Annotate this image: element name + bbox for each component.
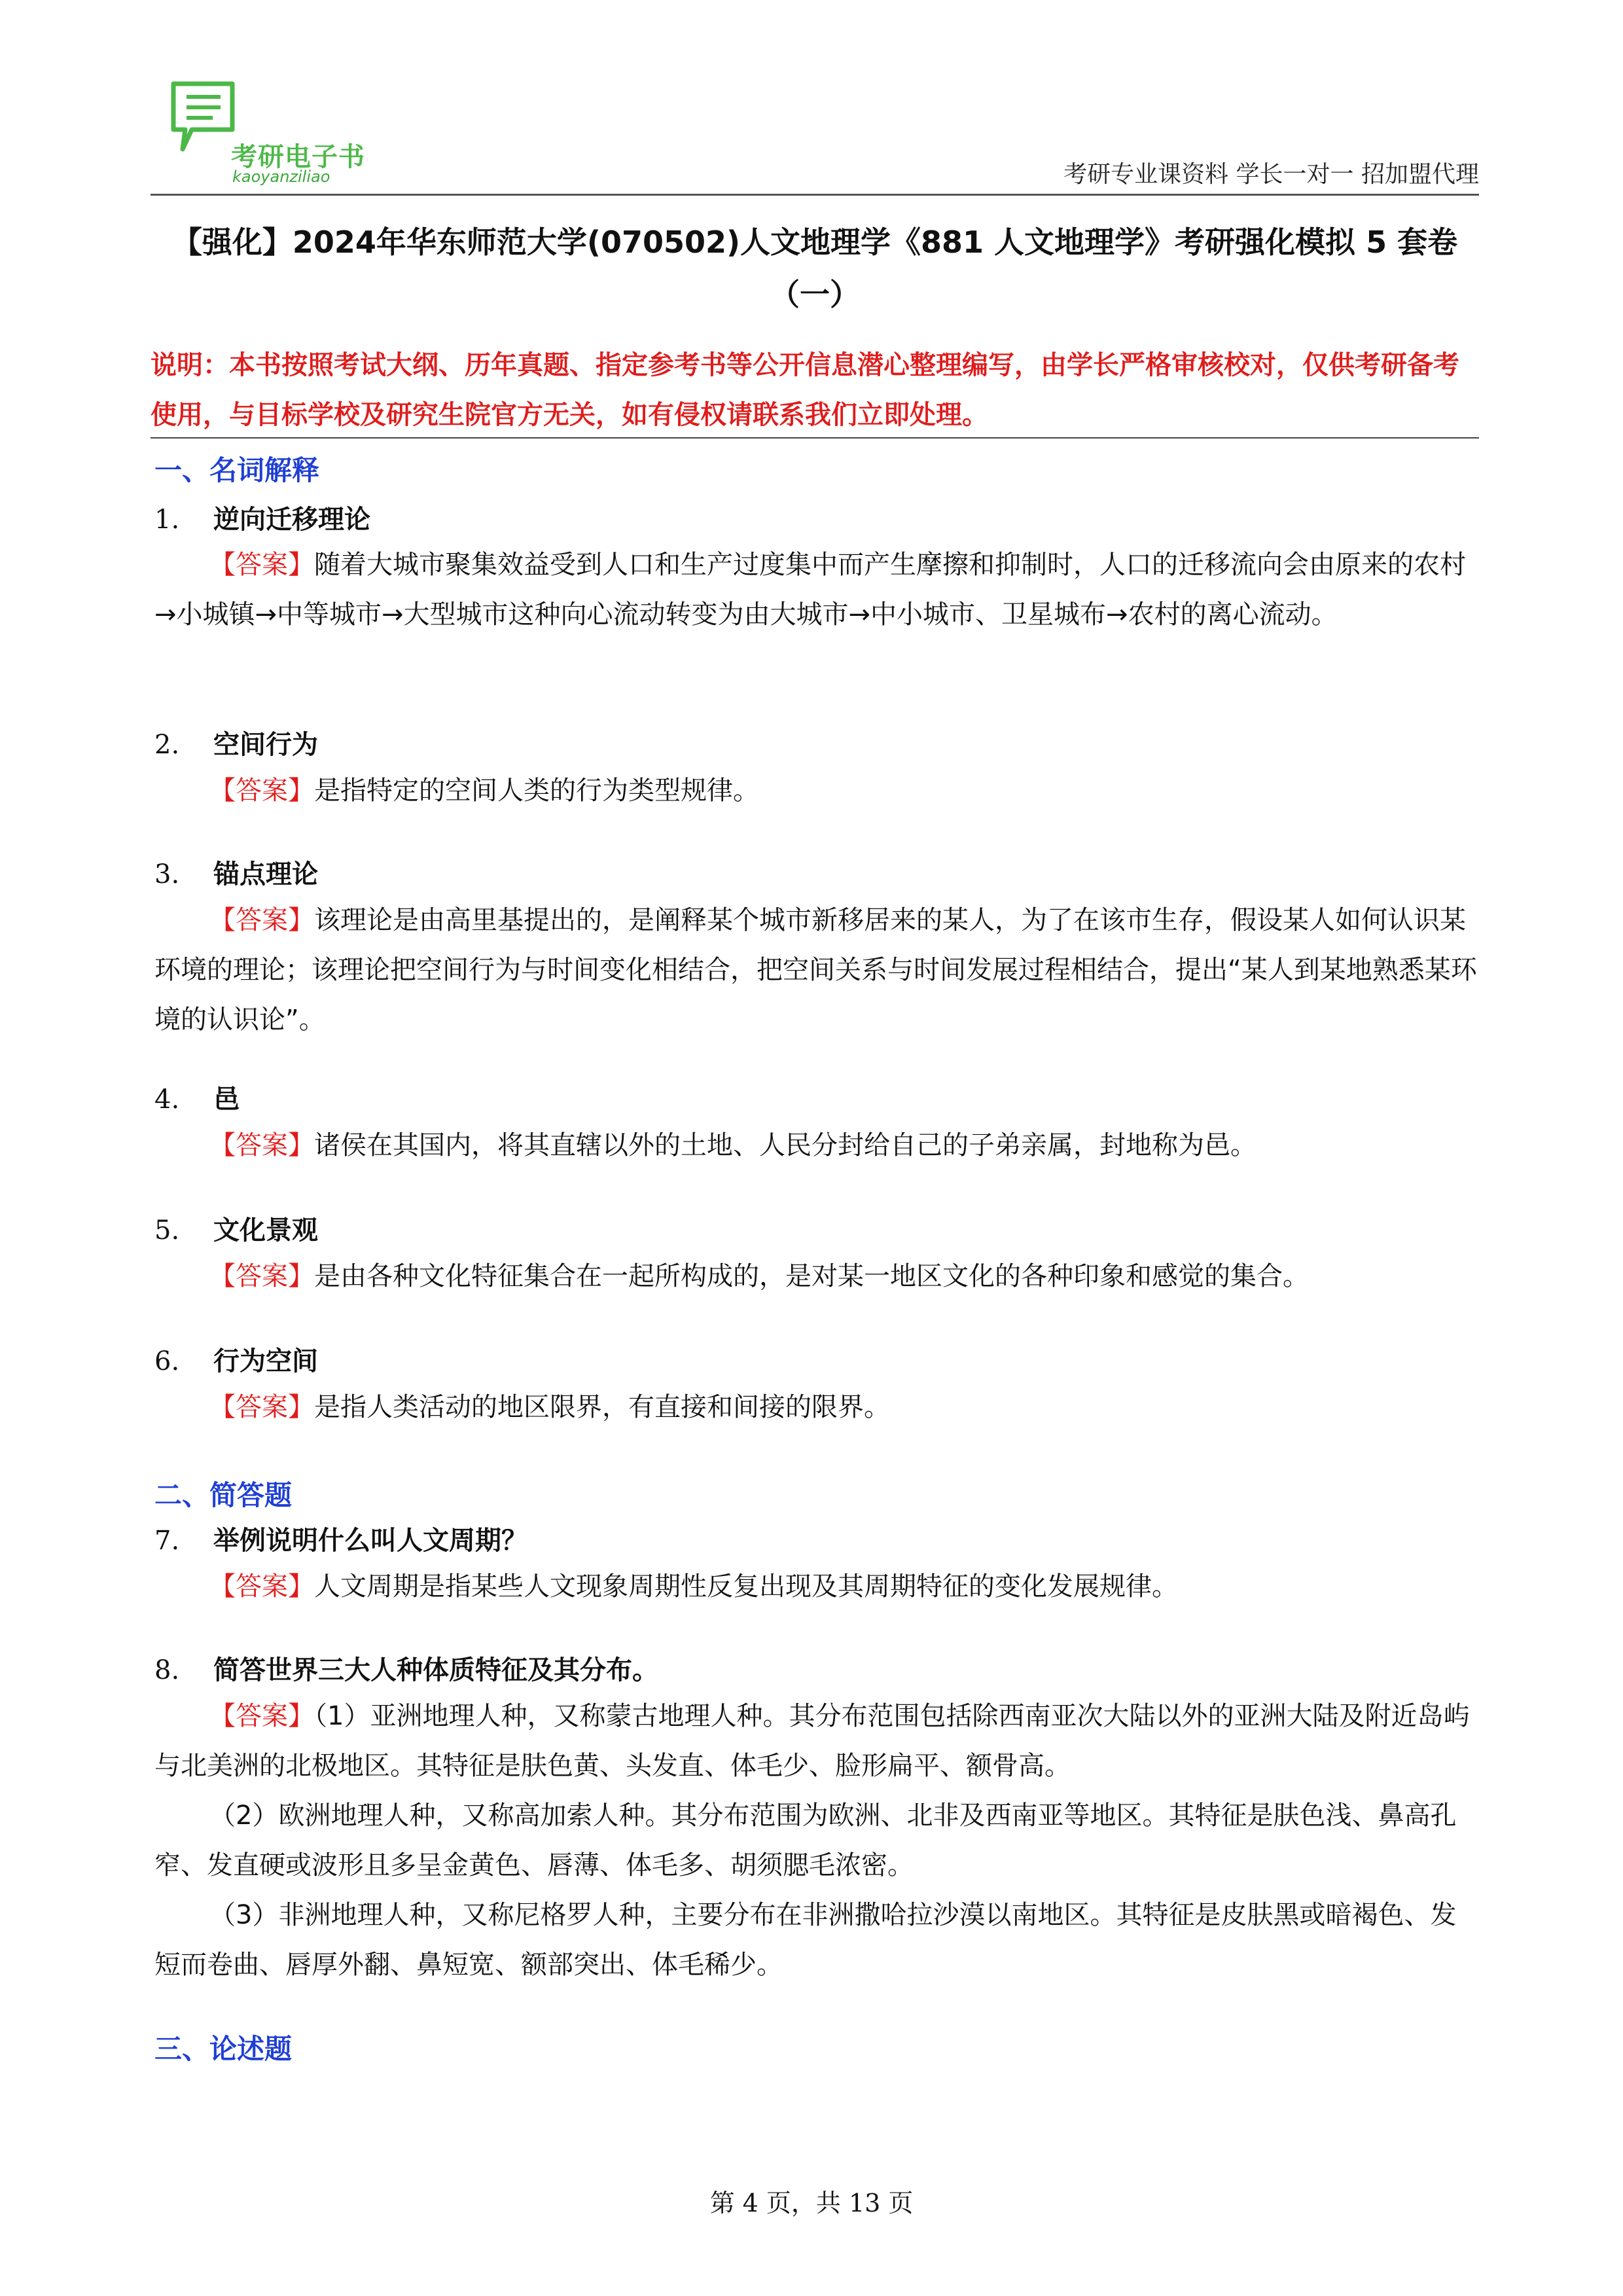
question-title: 行为空间	[213, 1346, 318, 1376]
answer-text: 该理论是由高里基提出的，是阐释某个城市新移居来的某人，为了在该市生存，假设某人如何认识某环境的理论；该理论把空间行为与时间变化相结合，把空间关系与时间发展过程相结合，提出“某人到某地熟悉某环境的认识论”。	[154, 905, 1477, 1035]
question-7	[154, 1520, 527, 1557]
answer-text: 是由各种文化特征集合在一起所构成的，是对某一地区文化的各种印象和感觉的集合。	[314, 1261, 1309, 1291]
answer-text: 是指人类活动的地区限界，有直接和间接的限界。	[314, 1392, 890, 1422]
section-heading-essay: 三、论述题	[154, 2033, 293, 2065]
document-title: 【强化】2024年华东师范大学(070502)人文地理学《881 人文地理学》考研强化模拟 5 套卷（一）	[171, 224, 1458, 312]
answer-2	[154, 766, 1479, 816]
page-footer: 第 4 页，共 13 页	[709, 2189, 914, 2217]
answer-tag: 【答案】	[209, 550, 314, 580]
notice-divider	[151, 437, 1479, 439]
question-number: 1.	[154, 505, 180, 535]
disclaimer-notice: 说明：本书按照考试大纲、历年真题、指定参考书等公开信息潜心整理编写，由学长严格审核校对，仅供考研备考使用，与目标学校及研究生院官方无关，如有侵权请联系我们立即处理。	[151, 350, 1459, 430]
answer-6	[154, 1382, 1479, 1432]
question-4	[154, 1079, 240, 1116]
question-8	[154, 1649, 658, 1687]
answer-text: 人文周期是指某些人文现象周期性反复出现及其周期特征的变化发展规律。	[314, 1571, 1178, 1602]
answer-tag: 【答案】	[209, 1571, 314, 1602]
answer-7	[154, 1562, 1479, 1611]
page-header	[151, 72, 1479, 196]
answer-tag: 【答案】	[209, 776, 314, 806]
question-number: 5.	[154, 1215, 180, 1246]
section-heading-terms: 一、名词解释	[154, 454, 320, 486]
answer-8-part-3: （3）非洲地理人种，又称尼格罗人种，主要分布在非洲撒哈拉沙漠以南地区。其特征是皮肤黑或暗褐色、发短而卷曲、唇厚外翻、鼻短宽、额部突出、体毛稀少。	[154, 1900, 1457, 1980]
answer-tag: 【答案】	[209, 1392, 314, 1422]
answer-text: 诸侯在其国内，将其直辖以外的土地、人民分封给自己的子弟亲属，封地称为邑。	[314, 1130, 1257, 1160]
answer-3	[154, 895, 1479, 1045]
header-tagline: 考研专业课资料 学长一对一 招加盟代理	[1063, 161, 1479, 188]
question-title: 文化景观	[213, 1215, 318, 1246]
logo-text: 考研电子书	[231, 142, 365, 172]
question-title: 邑	[213, 1085, 240, 1115]
question-number: 7.	[154, 1526, 180, 1556]
answer-text: 是指特定的空间人类的行为类型规律。	[314, 776, 759, 806]
answer-5	[154, 1251, 1479, 1301]
question-6	[154, 1340, 318, 1378]
question-number: 3.	[154, 859, 180, 889]
question-number: 2.	[154, 730, 180, 760]
question-title: 空间行为	[213, 730, 318, 760]
question-1	[154, 499, 370, 536]
header-divider	[151, 194, 1479, 196]
question-title: 逆向迁移理论	[213, 505, 370, 535]
section-heading-short-answer: 二、简答题	[154, 1479, 293, 1511]
question-title: 锚点理论	[213, 859, 318, 889]
answer-text: （1）亚洲地理人种，又称蒙古地理人种。其分布范围包括除西南亚次大陆以外的亚洲大陆及附近岛屿与北美洲的北极地区。其特征是肤色黄、头发直、体毛少、脸形扁平、额骨高。	[154, 1701, 1470, 1781]
answer-text: 随着大城市聚集效益受到人口和生产过度集中而产生摩擦和抑制时，人口的迁移流向会由原来的农村→小城镇→中等城市→大型城市这种向心流动转变为由大城市→中小城市、卫星城布→农村的离心流动。	[154, 550, 1466, 630]
logo-subtext: kaoyanziliao	[232, 168, 330, 186]
question-5	[154, 1210, 318, 1247]
question-number: 6.	[154, 1346, 180, 1376]
question-3	[154, 853, 318, 891]
brand-logo	[167, 79, 365, 186]
question-2	[154, 724, 318, 761]
question-number: 4.	[154, 1085, 180, 1115]
answer-8-part-2: （2）欧洲地理人种，又称高加索人种。其分布范围为欧洲、北非及西南亚等地区。其特征是肤色浅、鼻高孔窄、发直硬或波形且多呈金黄色、唇薄、体毛多、胡须腮毛浓密。	[154, 1801, 1457, 1880]
answer-4	[154, 1121, 1479, 1170]
answer-tag: 【答案】	[209, 905, 314, 935]
question-number: 8.	[154, 1655, 180, 1685]
answer-1	[154, 540, 1479, 639]
answer-tag: 【答案】	[209, 1261, 314, 1291]
answer-8	[154, 1691, 1479, 1791]
answer-tag: 【答案】	[209, 1701, 314, 1731]
answer-tag: 【答案】	[209, 1130, 314, 1160]
question-title: 简答世界三大人种体质特征及其分布。	[213, 1655, 658, 1685]
question-title: 举例说明什么叫人文周期？	[213, 1526, 527, 1556]
